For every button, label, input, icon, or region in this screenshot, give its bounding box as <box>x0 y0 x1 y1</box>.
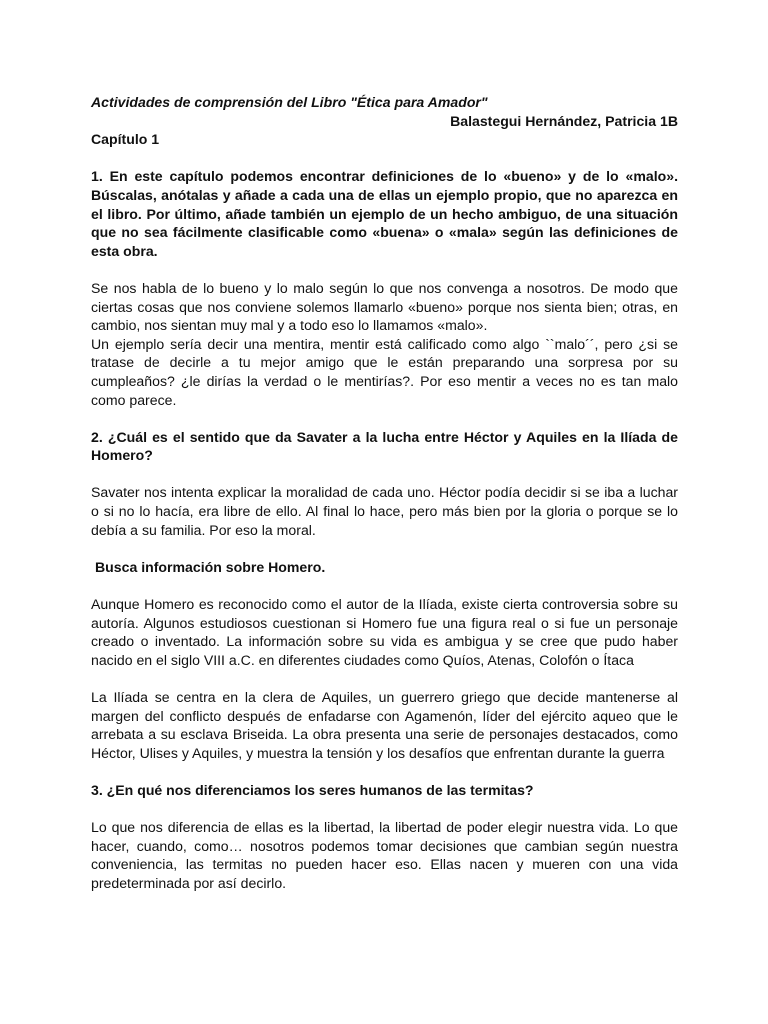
spacer <box>91 260 678 279</box>
spacer <box>91 539 678 558</box>
answer-1-paragraph-2: Un ejemplo sería decir una mentira, mentir está calificado como algo ``malo´´, pero ¿si se tratase de decirle a tu mejor amigo que le están preparando una sorpresa por su cumpleaños? ¿le dirías la verdad o le mentirías?. Por eso mentir a veces no es tan malo como parece. <box>91 335 678 408</box>
answer-1-paragraph-1: Se nos habla de lo bueno y lo malo según lo que nos convenga a nosotros. De modo que ciertas cosas que nos conviene solemos llamarlo «bueno» porque nos sienta bien; otras, en cambio, nos sientan muy mal y a todo eso lo llamamos «malo». <box>91 279 678 334</box>
homero-answer-paragraph-2: La Ilíada se centra en la clera de Aquiles, un guerrero griego que decide mantenerse al margen del conflicto después de enfadarse con Agamenón, líder del ejército aqueo que le arrebata a su esclava Briseida. La obra presenta una serie de personajes destacados, como Héctor, Ulises y Aquiles, y muestra la tensión y los desafíos que enfrentan durante la guerra <box>91 689 678 761</box>
spacer <box>91 762 678 781</box>
question-1: 1. En este capítulo podemos encontrar definiciones de lo «bueno» y de lo «malo». Búscalas, anótalas y añade a cada una de ellas un ejemplo propio, que no aparezca en el libro. Por último, añade también un ejemplo de un hecho ambiguo, de una situación que no sea fácilmente clasificable como «buena» o «mala» según las definiciones de esta obra. <box>91 168 678 259</box>
document-title: Actividades de comprensión del Libro "Ética para Amador" <box>91 94 488 110</box>
question-2: 2. ¿Cuál es el sentido que da Savater a la lucha entre Héctor y Aquiles en la Ilíada de Homero? <box>91 428 678 464</box>
spacer <box>91 576 678 595</box>
answer-2: Savater nos intenta explicar la moralidad de cada uno. Héctor podía decidir si se iba a luchar o si no lo hacía, era libre de ello. Al final lo hace, pero más bien por la gloria o porque se lo debía a su familia. Por eso la moral. <box>91 484 678 538</box>
spacer <box>91 800 678 819</box>
question-3: 3. ¿En qué nos diferenciamos los seres humanos de las termitas? <box>91 781 534 798</box>
spacer <box>91 409 678 428</box>
spacer <box>91 669 678 688</box>
chapter-heading: Capítulo 1 <box>91 131 160 148</box>
spacer <box>91 149 678 168</box>
document-author: Balastegui Hernández, Patricia 1B <box>450 112 678 129</box>
answer-3: Lo que nos diferencia de ellas es la libertad, la libertad de poder elegir nuestra vida. Lo que hacer, cuando, como… nosotros podemos tomar decisiones que cambian según nuestra conveniencia, las termitas no pueden hacer eso. Ellas nacen y mueren con una vida predeterminada por así decirlo. <box>91 819 678 891</box>
document-page <box>91 93 678 893</box>
spacer <box>91 465 678 484</box>
homero-answer-paragraph-1: Aunque Homero es reconocido como el autor de la Ilíada, existe cierta controversia sobre su autoría. Algunos estudiosos cuestionan si Homero fue una figura real o si fue un personaje creado o inventado. La información sobre su vida es ambigua y se cree que pudo haber nacido en el siglo VIII a.C. en diferentes ciudades como Quíos, Atenas, Colofón o Ítaca <box>91 596 678 668</box>
subquestion-homero: Busca información sobre Homero. <box>95 558 326 575</box>
